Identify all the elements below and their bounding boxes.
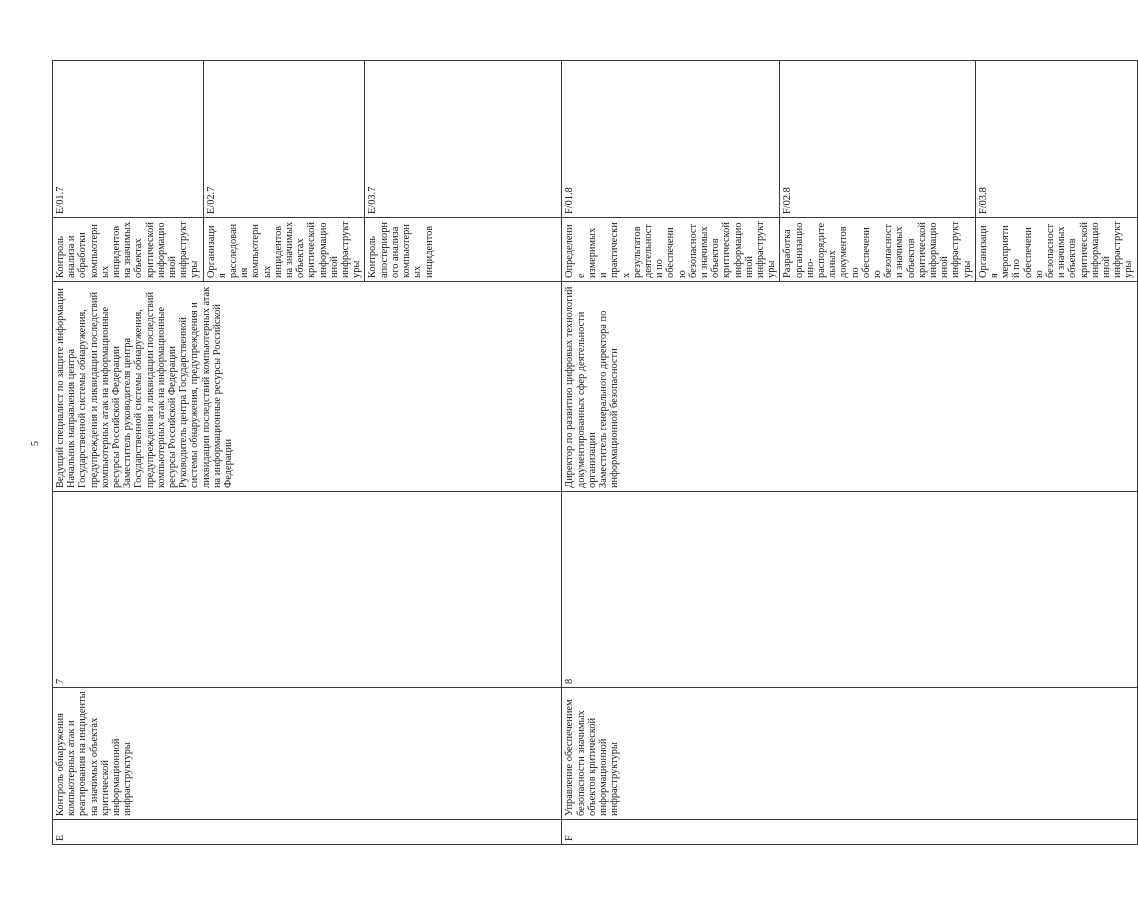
labor-function-name: Организация расследования компьютерных инцидентов на значимых объектах критической информационной инфраструктуры xyxy=(203,218,365,282)
rotated-table-container xyxy=(52,61,1135,845)
table-row xyxy=(562,61,780,845)
labor-function-name: Определение измеримых и практических результатов деятельности по обеспечению безопасности значимых объектов критической информационной инфраструктуры xyxy=(562,218,780,282)
labor-function-name: Разработка организационно-распорядительных документов по обеспечению безопасности значимых объектов критической информационной инфраструктуры xyxy=(780,218,975,282)
labor-function-name: Организация мероприятий по обеспечению безопасности значимых объектов критической информационной инфраструктуры xyxy=(975,218,1137,282)
labor-function-name: Контроль анализа и обработки компьютерных инцидентов на значимых объектах критической информационной инфраструктуры xyxy=(53,218,204,282)
labor-function-code: E/03.7 xyxy=(365,61,562,218)
functions-table xyxy=(52,60,1138,845)
position-titles: Ведущий специалист по защите информации Начальник направления центра Государственной системы обнаружения, предупреждения и ликвидации последствий компьютерных атак на информационные ресурсы Российской Федерации Заместитель руководителя центра Государственной системы обнаружения, предупреждения и ликвидации последствий компьютерных атак на информационные ресурсы Российской Федерации Руководитель центра Государственной системы обнаружения, предупреждения и ликвидации последствий компьютерных атак на информационные ресурсы Российской Федерации xyxy=(53,282,562,492)
page-number: 5 xyxy=(30,441,41,446)
labor-function-code: F/02.8 xyxy=(780,61,975,218)
labor-function-code: F/01.8 xyxy=(562,61,780,218)
qualification-level: 7 xyxy=(53,492,562,688)
generalized-function-code: F xyxy=(562,820,1137,845)
labor-function-code: F/03.8 xyxy=(975,61,1137,218)
labor-function-name: Контроль апостериорного анализа компьютерных инцидентов xyxy=(365,218,562,282)
generalized-function-name: Управление обеспечением безопасности значимых объектов критической информационной инфраструктуры xyxy=(562,688,1137,820)
labor-function-code: E/02.7 xyxy=(203,61,365,218)
labor-function-code: E/01.7 xyxy=(53,61,204,218)
position-titles: Директор по развитию цифровых технологий документированных сфер деятельности организации Заместитель генерального директора по информационной безопасности xyxy=(562,282,1137,492)
generalized-function-name: Контроль обнаружения компьютерных атак и реагирования на инциденты на значимых объектах критической информационной инфраструктуры xyxy=(53,688,562,820)
qualification-level: 8 xyxy=(562,492,1137,688)
generalized-function-code: E xyxy=(53,820,562,845)
table-row xyxy=(53,61,204,845)
